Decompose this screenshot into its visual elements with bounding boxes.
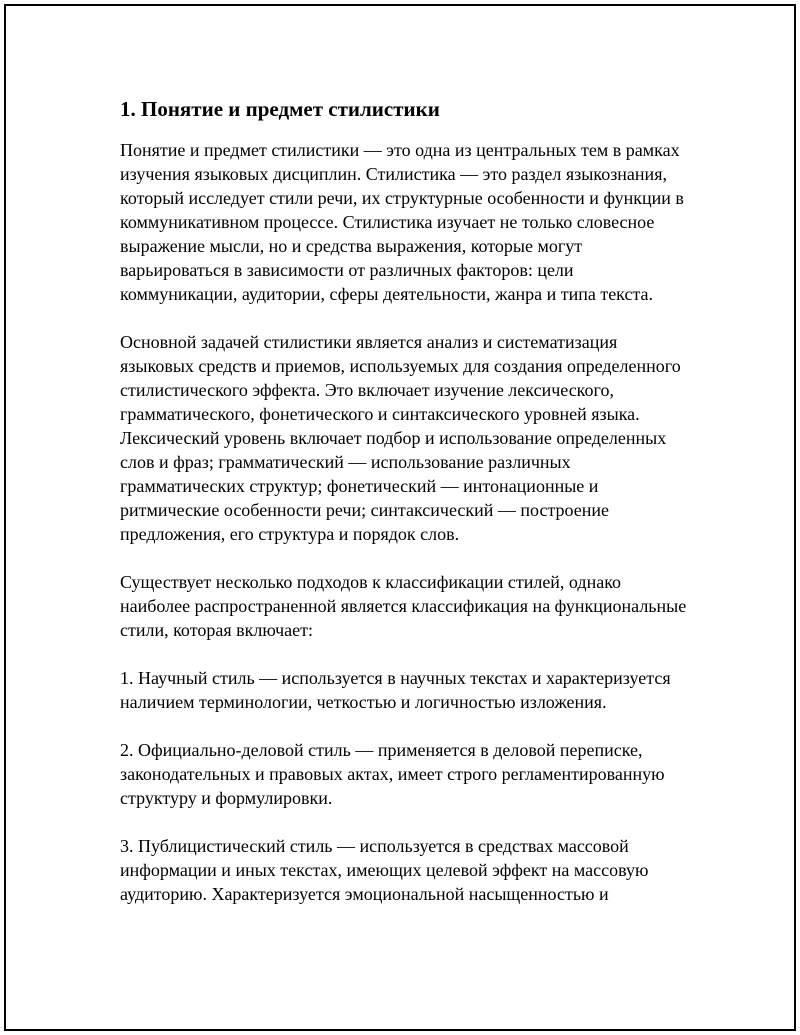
list-item-official-style: 2. Официально-деловой стиль — применяется в деловой переписке, законодательных и правовых актах, имеет строго регламентированную структуру и формулировки. bbox=[120, 740, 665, 808]
paragraph-intro: Понятие и предмет стилистики — это одна из центральных тем в рамках изучения языковых дисциплин. Стилистика — это раздел языкознания, который исследует стили речи, их структурные особенности и функции в коммуникативном процессе. Стилистика изучает не только словесное выражение мысли, но и средства выражения, которые могут варьироваться в зависимости от различных факторов: цели коммуникации, аудитории, сферы деятельности, жанра и типа текста. bbox=[120, 140, 684, 304]
section-heading: 1. Понятие и предмет стилистики bbox=[120, 97, 440, 121]
paragraph-main-task: Основной задачей стилистики является анализ и систематизация языковых средств и приемов, используемых для создания определенного стилистического эффекта. Это включает изучение лексического, грамматического, фонетического и синтаксического уровней языка. Лексический уровень включает подбор и использование определенных слов и фраз; грамматический — использование различных грамматических структур; фонетический — интонационные и ритмические особенности речи; синтаксический — построение предложения, его структура и порядок слов. bbox=[120, 332, 681, 544]
document-page bbox=[4, 4, 796, 1031]
paragraph-classification: Существует несколько подходов к классификации стилей, однако наиболее распространенной является классификация на функциональные стили, которая включает: bbox=[120, 572, 687, 640]
document-body bbox=[120, 94, 695, 930]
list-item-scientific-style: 1. Научный стиль — используется в научных текстах и характеризуется наличием терминологии, четкостью и логичностью изложения. bbox=[120, 668, 671, 712]
list-item-publicistic-style: 3. Публицистический стиль — используется в средствах массовой информации и иных текстах, имеющих целевой эффект на массовую аудиторию. Характеризуется эмоциональной насыщенностью и bbox=[120, 836, 649, 904]
